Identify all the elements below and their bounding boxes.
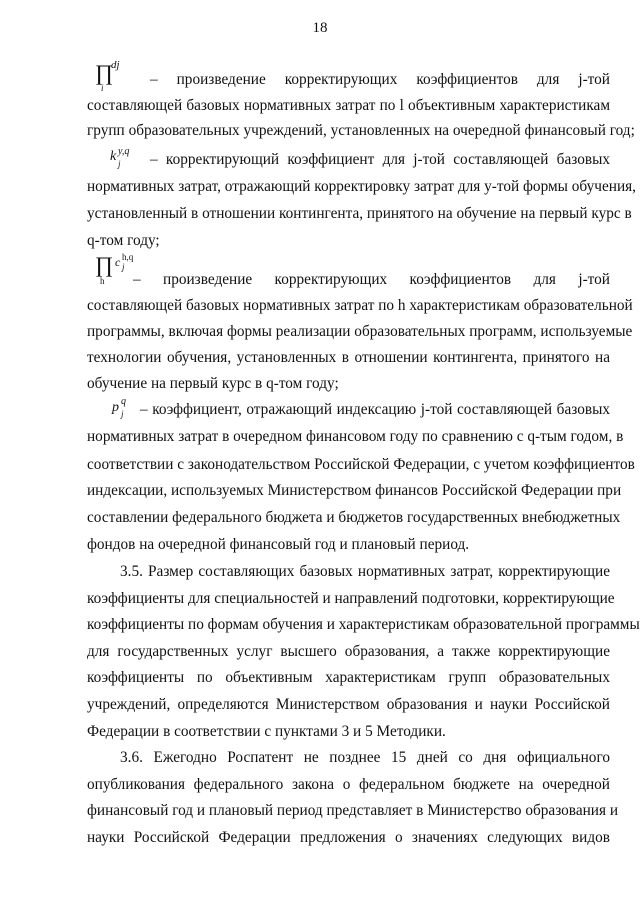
k-subscript: j [118, 159, 121, 169]
b3-line-4: обучение на первый курс в q-том году; [87, 375, 339, 392]
b3-first-line: – произведение корректирующих коэффициентов для j-той [133, 271, 610, 288]
b4-line-2: соответствии с законодательством Российской Федерации, с учетом коэффициентов [87, 456, 635, 473]
page-number: 18 [312, 20, 328, 36]
b2-line-3: q-том году; [87, 232, 160, 249]
p35-line-2: коэффициенты для специальностей и направлений подготовки, корректирующие [87, 590, 615, 607]
p36-line-4: науки Российской Федерации предложения о значениях следующих видов [87, 829, 610, 846]
k-superscript: y,q [118, 146, 130, 157]
b4-first-line: – коэффициент, отражающий индексацию j-той составляющей базовых [140, 401, 610, 418]
p36-line-2: опубликования федерального закона о федеральном бюджете на очередной [87, 776, 610, 793]
p35-line-3: коэффициенты по формам обучения и характеристикам образовательной программы [87, 616, 640, 633]
b1-line-2: групп образовательных учреждений, установленных на очередной финансовый год; [87, 122, 635, 139]
c-symbol: c [115, 255, 121, 269]
product-sign: ∏ [95, 60, 114, 85]
p35-line-5: коэффициенты по объективным характеристикам групп образовательных [87, 669, 610, 686]
b3-line-2: программы, включая формы реализации образовательных программ, используемые [87, 323, 633, 340]
b4-line-5: фондов на очередной финансовый год и плановый период. [87, 536, 470, 553]
b2-first-line: – корректирующий коэффициент для j-той составляющей базовых [150, 151, 610, 168]
c-superscript: h,q [122, 252, 134, 262]
p-superscript: q [121, 396, 126, 407]
b2-line-2: установленный в отношении контингента, принятого на обучение на первый курс в [87, 205, 632, 222]
p35-line-4: для государственных услуг высшего образования, а также корректирующие [87, 643, 610, 660]
b3-line-1: составляющей базовых нормативных затрат по h характеристикам образовательной [87, 297, 633, 314]
product-index-h: h [100, 276, 105, 286]
product-sign-h: ∏ [95, 252, 114, 277]
formula-product-dj [95, 58, 135, 94]
formula-p-coefficient [112, 393, 136, 419]
b2-line-1: нормативных затрат, отражающий корректировку затрат для y-той формы обучения, [87, 178, 636, 195]
p35-line-6: учреждений, определяются Министерством образования и науки Российской [87, 696, 610, 713]
p35-line-1: 3.5. Размер составляющих базовых нормативных затрат, корректирующие [120, 563, 610, 580]
product-index: i [101, 83, 104, 93]
p-subscript: j [121, 409, 124, 419]
p-symbol: p [112, 400, 119, 415]
b4-line-3: индексации, используемых Министерством финансов Российской Федерации при [87, 482, 622, 499]
p36-line-3: финансовый год и плановый период представляет в Министерство образования и [87, 802, 619, 819]
b4-line-4: составлении федерального бюджета и бюджетов государственных внебюджетных [87, 509, 621, 526]
product-term: dj [111, 59, 120, 71]
p36-line-1: 3.6. Ежегодно Роспатент не позднее 15 дней со дня официального [120, 749, 610, 766]
c-subscript: j [122, 262, 125, 272]
b3-line-3: технологии обучения, установленных в отношении контингента, принятого на [87, 349, 610, 366]
b1-line-1: составляющей базовых нормативных затрат по l объективным характеристикам [87, 97, 610, 114]
b4-line-1: нормативных затрат в очередном финансовом году по сравнению с q-тым годом, в [87, 428, 624, 445]
k-symbol: k [110, 149, 117, 164]
p35-line-7: Федерации в соответствии с пунктами 3 и 5 Методики. [87, 723, 446, 740]
formula-k-coefficient [110, 144, 144, 170]
b1-first-line: – произведение корректирующих коэффициентов для j-той [150, 71, 610, 88]
